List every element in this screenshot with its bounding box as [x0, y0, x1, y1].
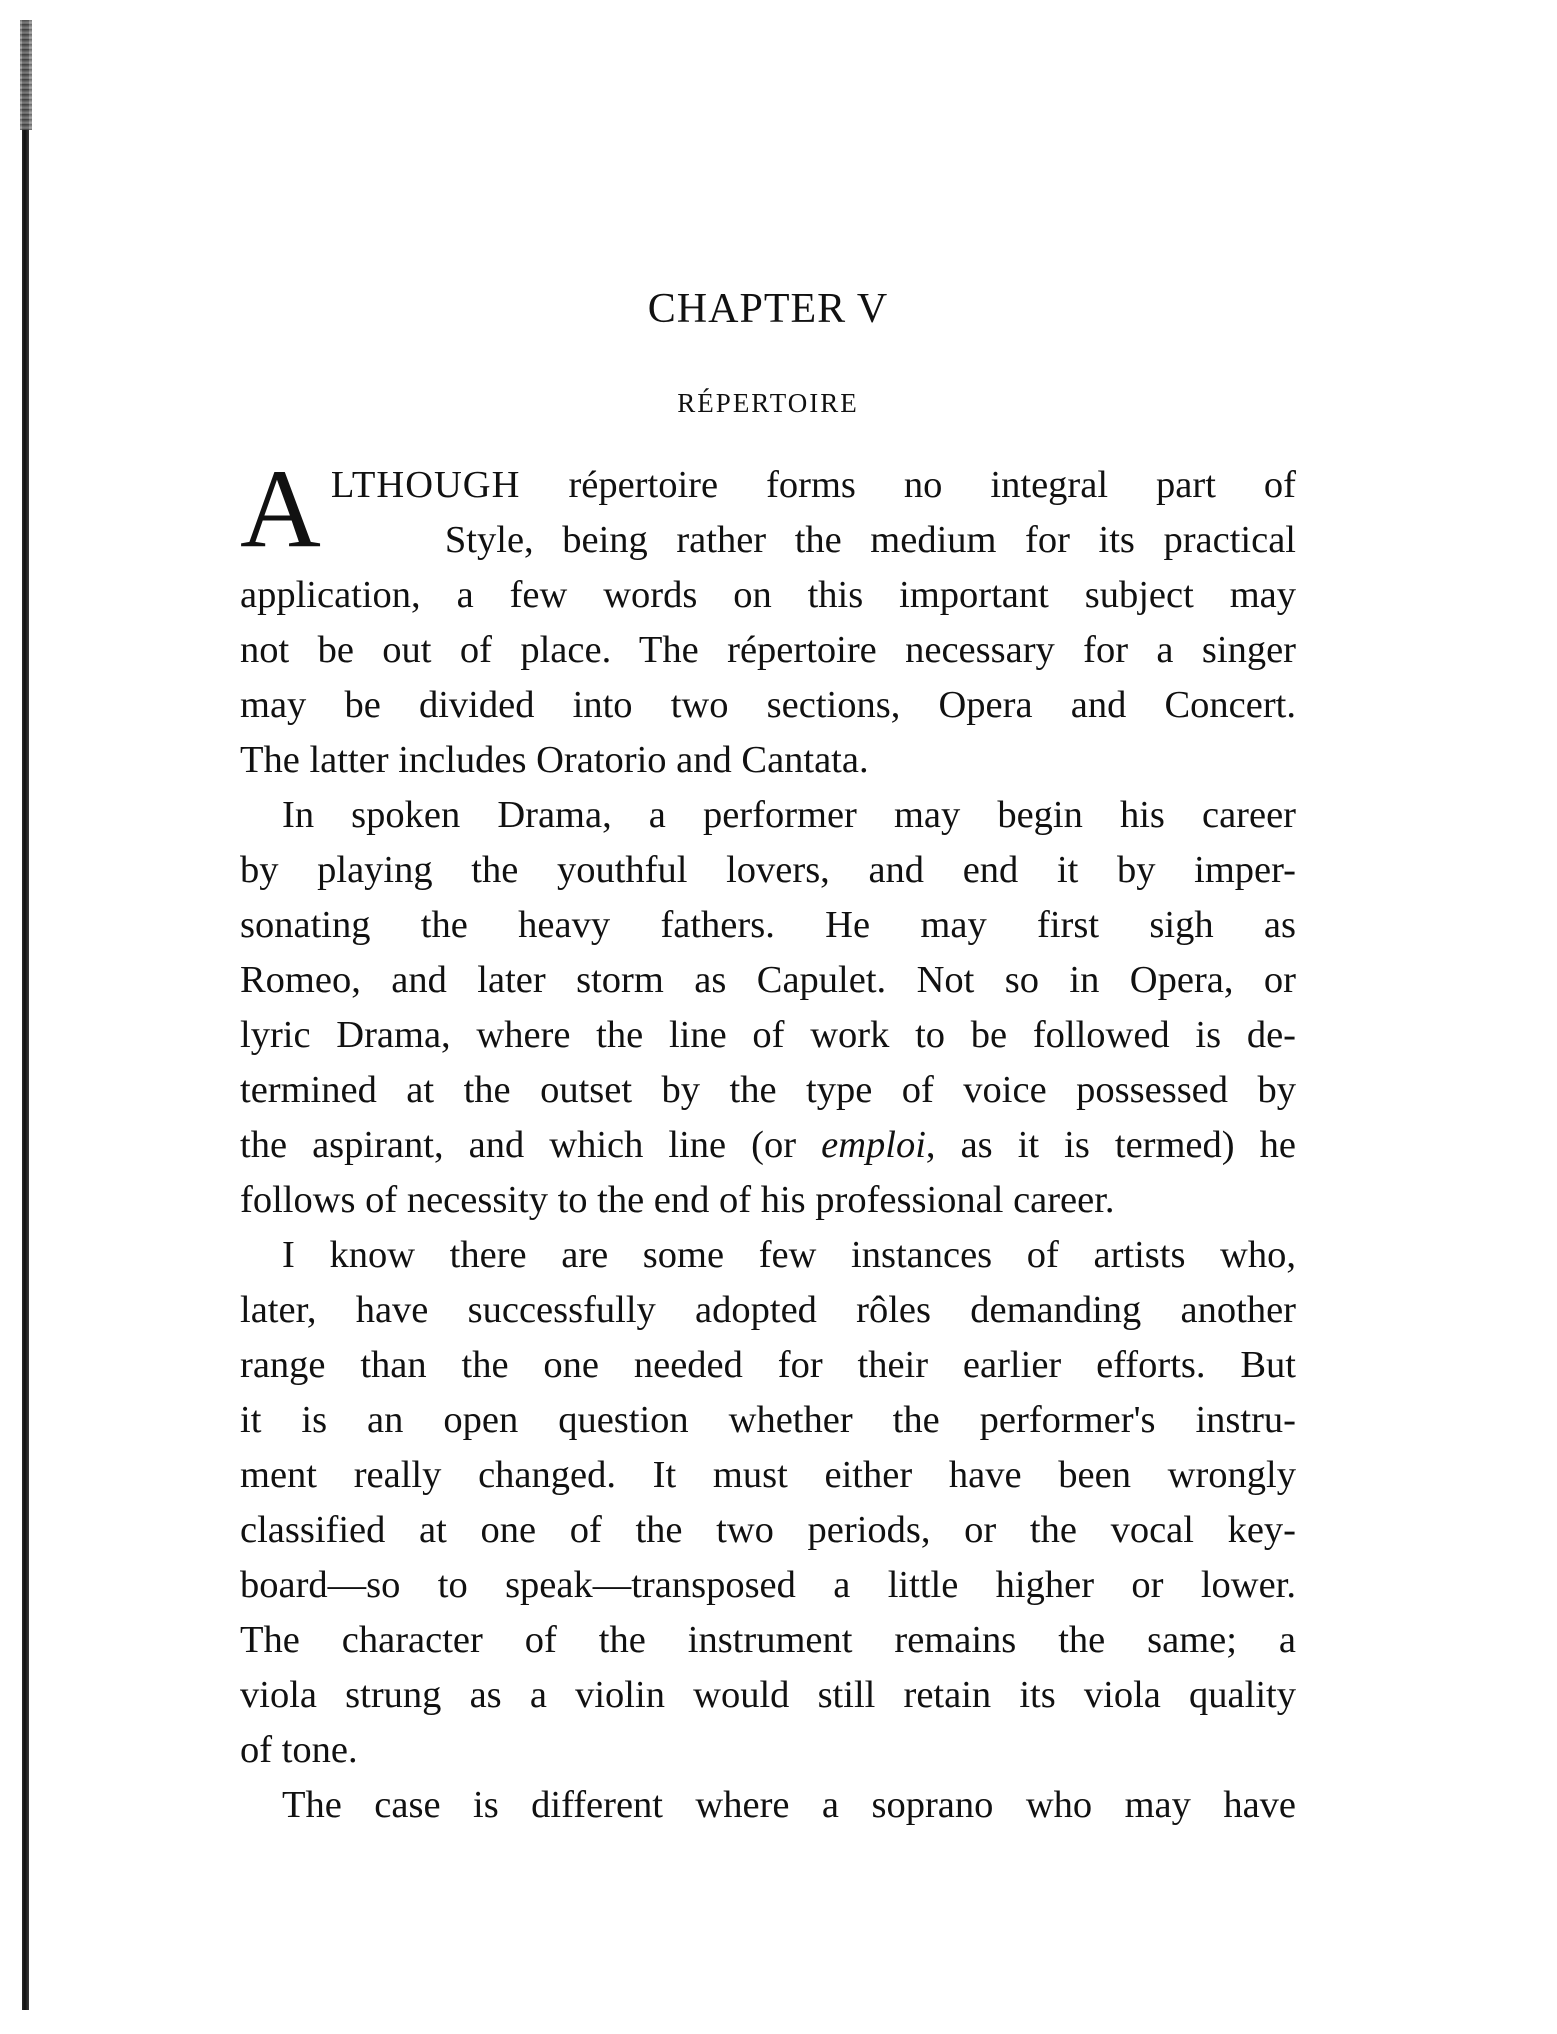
text-line: later, have successfully adopted rôles demanding another — [240, 1289, 1296, 1331]
text-line: Romeo, and later storm as Capulet. Not so in Opera, or — [240, 959, 1296, 1001]
text-line: follows of necessity to the end of his professional career. — [240, 1179, 1115, 1221]
text-line: sonating the heavy fathers. He may first sigh as — [240, 904, 1296, 946]
scan-binding-edge — [22, 20, 29, 2010]
opening-small-caps: LTHOUGH — [330, 464, 521, 506]
text-line: I know there are some few instances of artists who, — [282, 1234, 1296, 1276]
text-line: not be out of place. The répertoire necessary for a singer — [240, 629, 1296, 671]
body-text — [240, 447, 1296, 1833]
text-line: termined at the outset by the type of voice possessed by — [240, 1069, 1296, 1111]
text-line: ment really changed. It must either have been wrongly — [240, 1454, 1296, 1496]
scan-binding-edge-top — [20, 20, 32, 130]
text-line: range than the one needed for their earlier efforts. But — [240, 1344, 1296, 1386]
line-fragment: the aspirant, and which line (or — [240, 1124, 822, 1166]
text-line: The latter includes Oratorio and Cantata. — [240, 739, 869, 781]
text-line: Style, being rather the medium for its practical — [444, 519, 1296, 561]
italic-term: emploi — [821, 1124, 926, 1166]
line-fragment: , as it is termed) he — [925, 1124, 1296, 1166]
section-title: RÉPERTOIRE — [677, 388, 859, 418]
text-line — [331, 458, 1296, 513]
text-line: viola strung as a violin would still retain its viola quality — [240, 1674, 1296, 1716]
line-fragment: répertoire forms no integral part of — [520, 464, 1296, 506]
text-line: board—so to speak—transposed a little higher or lower. — [240, 1564, 1296, 1606]
text-line: The character of the instrument remains the same; a — [240, 1619, 1296, 1661]
text-line: it is an open question whether the performer's instru- — [240, 1399, 1296, 1441]
text-line: In spoken Drama, a performer may begin his career — [282, 794, 1296, 836]
text-line: classified at one of the two periods, or the vocal key- — [240, 1509, 1296, 1551]
text-line — [240, 1118, 1296, 1173]
chapter-title: CHAPTER V — [647, 286, 889, 332]
text-line: The case is different where a soprano who may have — [282, 1784, 1296, 1826]
text-line: by playing the youthful lovers, and end it by imper- — [240, 849, 1296, 891]
text-line: application, a few words on this important subject may — [240, 574, 1296, 616]
text-line: lyric Drama, where the line of work to be followed is de- — [240, 1014, 1296, 1056]
text-line: of tone. — [240, 1729, 358, 1771]
drop-cap: A — [240, 447, 321, 571]
text-line: may be divided into two sections, Opera and Concert. — [240, 684, 1296, 726]
